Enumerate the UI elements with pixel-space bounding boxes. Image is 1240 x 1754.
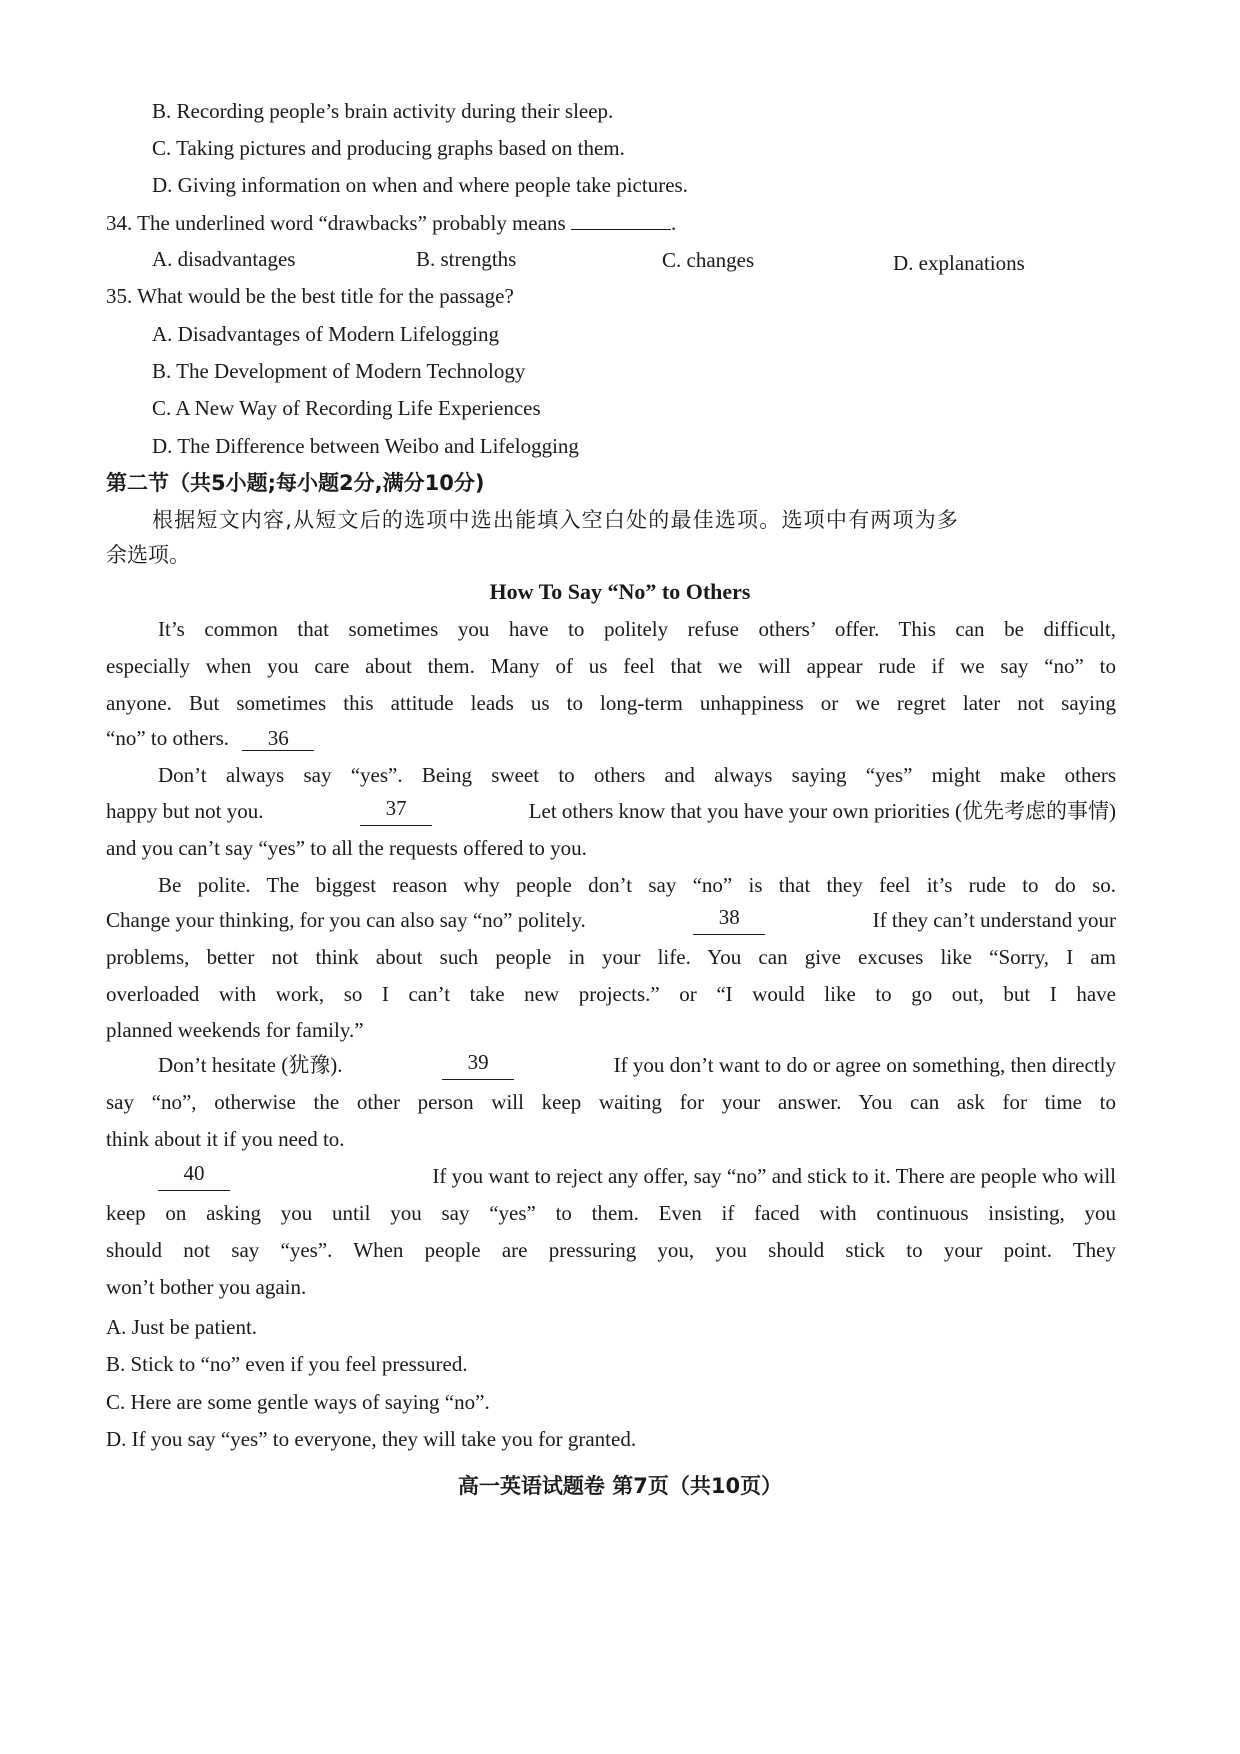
choice-b: B. Stick to “no” even if you feel pressured.	[106, 1352, 468, 1376]
passage-text: It’s common that sometimes you have to politely refuse others’ offer. This can be difficult,	[158, 617, 1116, 641]
passage-text: Don’t hesitate (犹豫).	[158, 1053, 343, 1077]
passage-text: If they can’t understand your	[872, 908, 1116, 932]
q34-option-a: A. disadvantages	[152, 247, 296, 271]
passage-text: problems, better not think about such people in your life. You can give excuses like “Sorry, I am	[106, 945, 1116, 969]
passage-text: If you want to reject any offer, say “no” and stick to it. There are people who will	[432, 1164, 1116, 1188]
blank-38: 38	[693, 905, 765, 935]
passage-text-with-blank	[158, 1050, 1116, 1080]
choice-a: A. Just be patient.	[106, 1315, 258, 1339]
section-instructions-line1: 根据短文内容,从短文后的选项中选出能填入空白处的最佳选项。选项中有两项为多	[152, 508, 960, 532]
q34-stem-end: .	[670, 211, 677, 235]
passage-text: Let others know that you have your own priorities (优先考虑的事情)	[528, 799, 1116, 823]
q35-option-a: A. Disadvantages of Modern Lifelogging	[152, 322, 500, 346]
q34-option-b: B. strengths	[416, 247, 517, 271]
passage-text: overloaded with work, so I can’t take new projects.” or “I would like to go out, but I have	[106, 982, 1116, 1006]
choice-c: C. Here are some gentle ways of saying “no”.	[106, 1390, 490, 1414]
q34-option-d: D. explanations	[893, 251, 1025, 275]
q35-option-c: C. A New Way of Recording Life Experiences	[152, 396, 541, 420]
section-instructions-line2: 余选项。	[106, 543, 190, 567]
passage-text: should not say “yes”. When people are pressuring you, you should stick to your point. They	[106, 1238, 1116, 1262]
passage-text-with-blank	[106, 905, 1116, 935]
q33-option-d: D. Giving information on when and where people take pictures.	[152, 173, 688, 197]
passage-text: “no” to others.	[106, 726, 230, 750]
passage-text: Change your thinking, for you can also say “no” politely.	[106, 908, 586, 932]
passage-text-with-blank	[106, 723, 314, 753]
page-footer: 高一英语试题卷 第7页（共10页）	[457, 1474, 783, 1498]
blank-36: 36	[242, 726, 314, 751]
q34-stem	[106, 207, 676, 238]
passage-text-with-blank	[106, 796, 1116, 826]
passage-text: Don’t always say “yes”. Being sweet to others and always saying “yes” might make others	[158, 763, 1116, 787]
passage-text: Be polite. The biggest reason why people don’t say “no” is that they feel it’s rude to do so.	[158, 873, 1116, 897]
q35-stem: 35. What would be the best title for the passage?	[106, 284, 514, 308]
passage-text: anyone. But sometimes this attitude leads us to long-term unhappiness or we regret later not saying	[106, 691, 1116, 715]
choice-d: D. If you say “yes” to everyone, they will take you for granted.	[106, 1427, 637, 1451]
q35-option-d: D. The Difference between Weibo and Lifelogging	[152, 434, 579, 458]
passage-text-with-blank	[158, 1161, 1116, 1191]
q35-option-b: B. The Development of Modern Technology	[152, 359, 526, 383]
passage-text: especially when you care about them. Many of us feel that we will appear rude if we say “no” to	[106, 654, 1116, 678]
q34-stem-text: 34. The underlined word “drawbacks” probably means	[106, 211, 566, 235]
blank-39: 39	[442, 1050, 514, 1080]
blank-37: 37	[360, 796, 432, 826]
passage-text: If you don’t want to do or agree on something, then directly	[613, 1053, 1116, 1077]
passage-text: won’t bother you again.	[106, 1275, 307, 1299]
answer-blank	[571, 207, 671, 230]
passage-text: keep on asking you until you say “yes” to them. Even if faced with continuous insisting, you	[106, 1201, 1116, 1225]
q34-option-c: C. changes	[662, 248, 755, 272]
passage-text: think about it if you need to.	[106, 1127, 345, 1151]
passage-text: happy but not you.	[106, 799, 264, 823]
q33-option-c: C. Taking pictures and producing graphs based on them.	[152, 136, 625, 160]
blank-40: 40	[158, 1161, 230, 1191]
q33-option-b: B. Recording people’s brain activity during their sleep.	[152, 99, 614, 123]
section-heading: 第二节（共5小题;每小题2分,满分10分)	[106, 471, 485, 495]
passage-text: say “no”, otherwise the other person will keep waiting for your answer. You can ask for time to	[106, 1090, 1116, 1114]
passage-text: planned weekends for family.”	[106, 1018, 364, 1042]
passage-title: How To Say “No” to Others	[489, 579, 751, 604]
passage-text: and you can’t say “yes” to all the requests offered to you.	[106, 836, 587, 860]
